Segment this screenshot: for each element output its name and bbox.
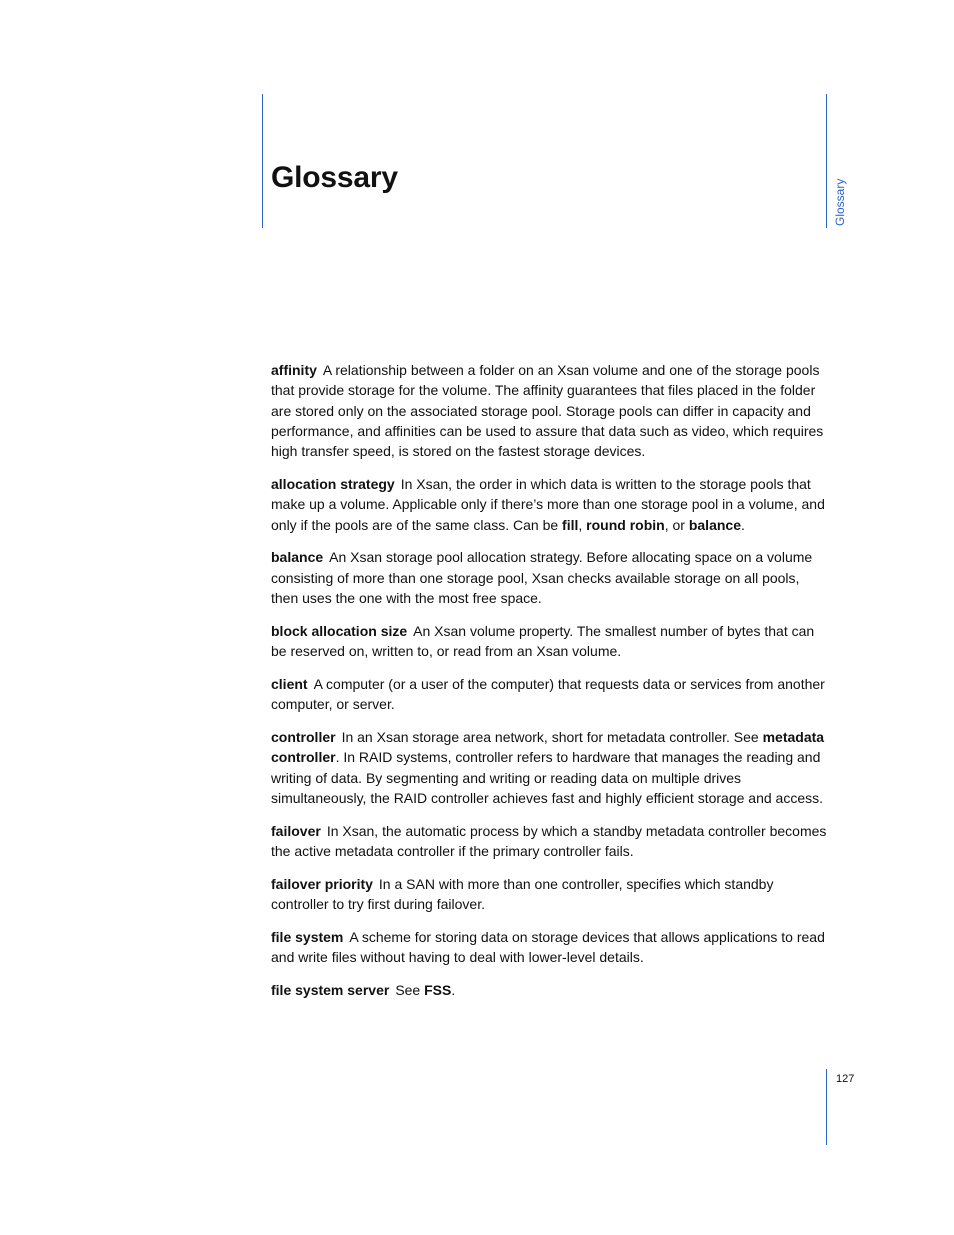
glossary-term: controller	[271, 728, 336, 745]
glossary-definition: A scheme for storing data on storage devices that allows applications to read and write files without having to deal with lower-level details.	[271, 928, 825, 966]
glossary-entry-file-system-server	[271, 980, 827, 1000]
glossary-entry-block-allocation-size	[271, 621, 827, 662]
glossary-entry-client	[271, 674, 827, 715]
cross-reference-fill[interactable]: fill	[562, 516, 579, 533]
cross-reference-metadata-controller[interactable]: metadata controller	[271, 728, 825, 766]
terminal-punctuation: .	[451, 981, 456, 998]
right-rule-bottom	[826, 1069, 827, 1145]
glossary-definition: An Xsan storage pool allocation strategy. Before allocating space on a volume consisting of more than one storage pool, Xsan checks available storage on all pools, then uses the one with the most free space.	[271, 549, 813, 606]
glossary-definition-continued: . In RAID systems, controller refers to hardware that manages the reading and writing of data. By segmenting and writing or reading data on multiple drives simultaneously, the RAID controller achieves fast and highly efficient storage and access.	[271, 749, 823, 806]
glossary-entry-affinity	[271, 360, 827, 461]
running-head: Glossary	[833, 178, 847, 226]
glossary-term: affinity	[271, 362, 317, 378]
glossary-term: client	[271, 675, 308, 692]
glossary-entry-file-system	[271, 927, 827, 968]
glossary-term: failover priority	[271, 875, 373, 892]
glossary-term: allocation strategy	[271, 475, 395, 492]
glossary-definition: In Xsan, the order in which data is written to the storage pools that make up a volume. Applicable only if there’s more than one storage pool in a volume, and only if the pools are of the same class. Can be	[271, 475, 825, 533]
left-rule-top	[262, 94, 263, 228]
glossary-definition: In Xsan, the automatic process by which a standby metadata controller becomes the active metadata controller if the primary controller fails.	[271, 822, 827, 859]
right-rule-top	[826, 94, 827, 228]
glossary-term: block allocation size	[271, 622, 408, 639]
page-number: 127	[836, 1073, 855, 1085]
terminal-punctuation: .	[740, 516, 745, 533]
glossary-entry-failover-priority	[271, 874, 827, 915]
glossary-definition: A computer (or a user of the computer) that requests data or services from another computer, or server.	[271, 675, 825, 713]
glossary-term: balance	[271, 549, 324, 566]
glossary-definition: A relationship between a folder on an Xsan volume and one of the storage pools that provide storage for the volume. The affinity guarantees that files placed in the folder are stored only on the associated storage pool. Storage pools can differ in capacity and performance, and affinities can be used to assure that data such as video, which requires high transfer speed, is stored on the fastest storage devices.	[271, 362, 824, 460]
cross-reference-round-robin[interactable]: round robin	[586, 516, 665, 533]
cross-reference-balance[interactable]: balance	[688, 516, 741, 533]
glossary-definition: An Xsan volume property. The smallest number of bytes that can be reserved on, written to, or read from an Xsan volume.	[271, 622, 815, 660]
glossary-term: failover	[271, 822, 321, 839]
glossary-term: file system	[271, 928, 344, 945]
glossary-definition: In an Xsan storage area network, short for metadata controller. See	[341, 728, 763, 745]
glossary-definition: In a SAN with more than one controller, specifies which standby controller to try first during failover.	[271, 875, 774, 913]
separator: , or	[664, 516, 689, 533]
glossary-term: file system server	[271, 981, 390, 998]
glossary-definition: See	[395, 981, 425, 998]
glossary-entry-allocation-strategy	[271, 474, 827, 535]
glossary-entry-controller	[271, 727, 827, 808]
page-title: Glossary	[271, 161, 398, 194]
separator: ,	[578, 516, 587, 533]
glossary-list	[271, 360, 827, 1013]
glossary-entry-balance	[271, 547, 827, 608]
glossary-entry-failover	[271, 821, 827, 862]
cross-reference-fss[interactable]: FSS	[424, 981, 452, 998]
